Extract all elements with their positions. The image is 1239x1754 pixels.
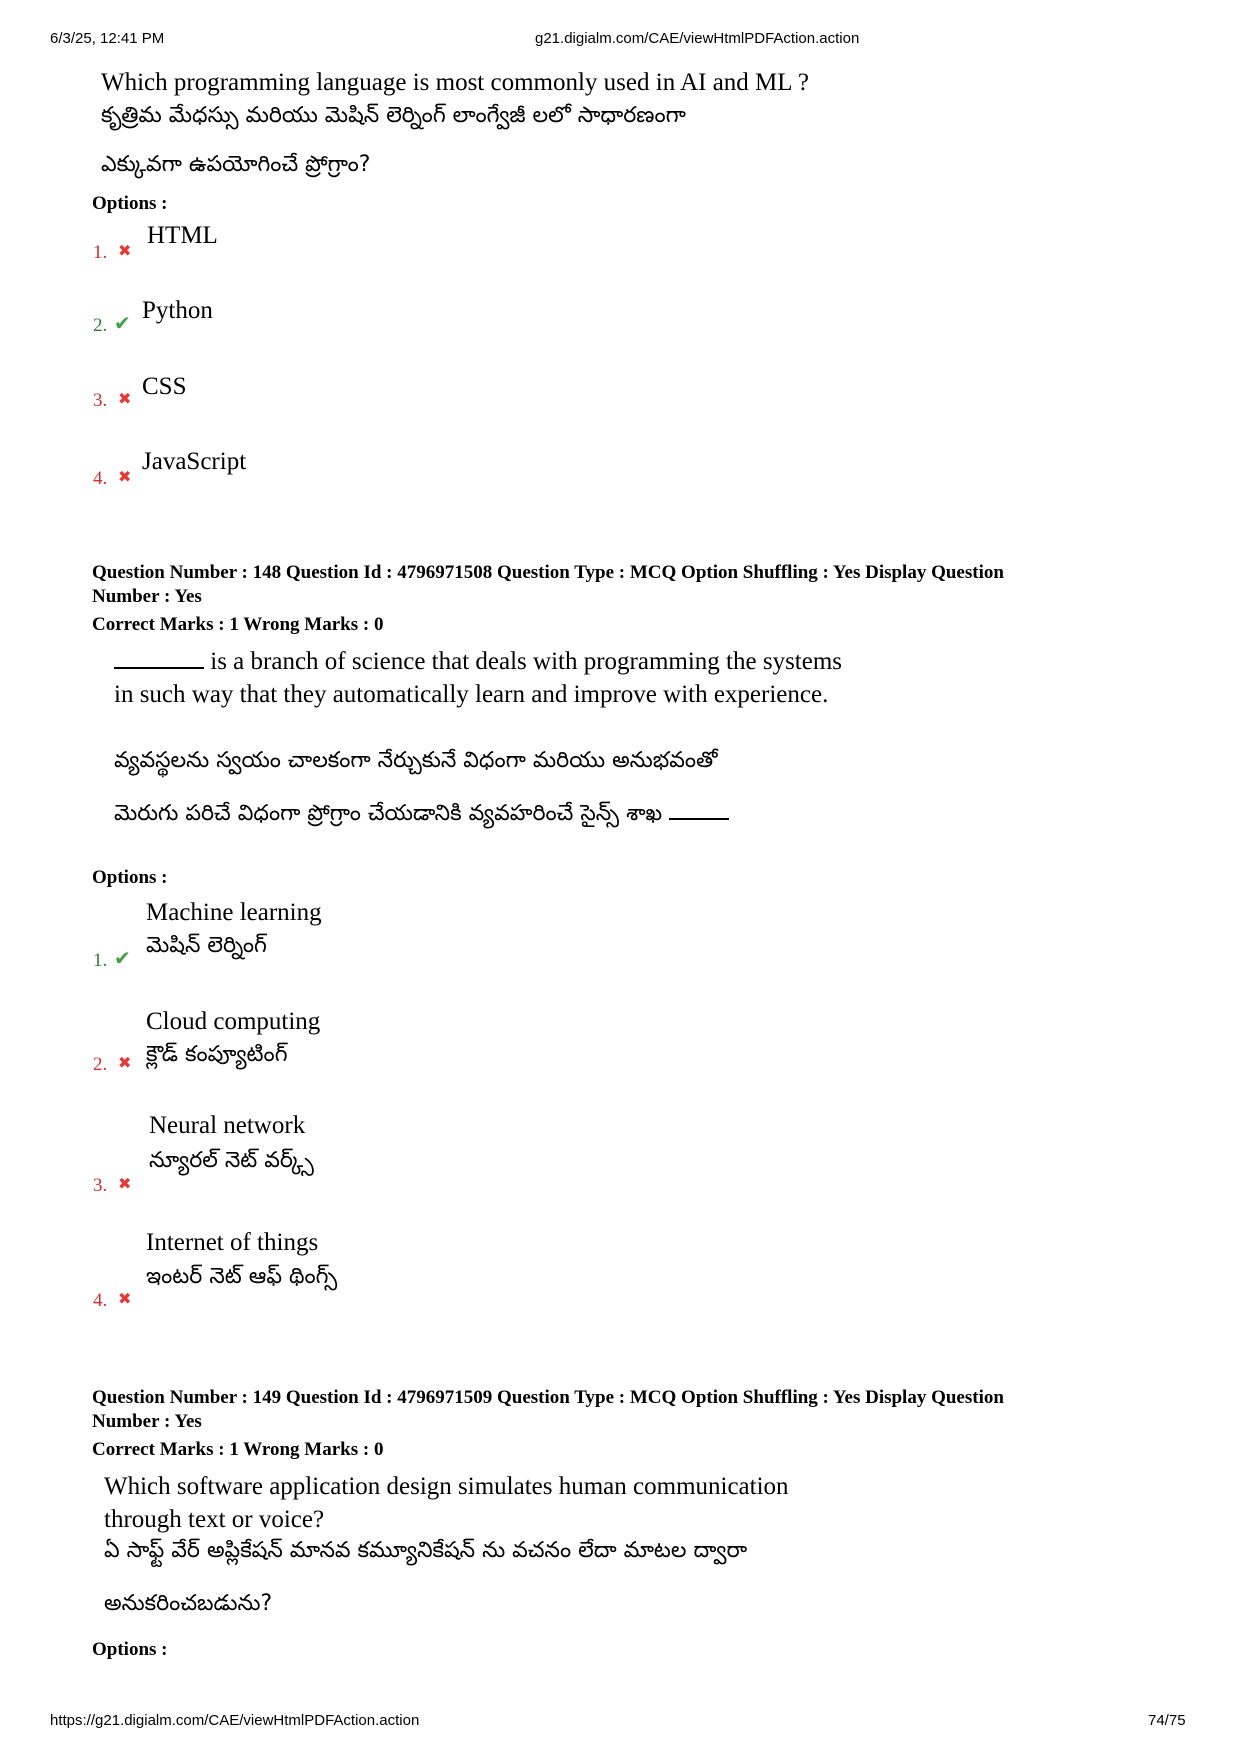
option-text-en: Neural network (149, 1112, 306, 1139)
option-number: 3. (93, 390, 108, 411)
cross-icon: ✖ (118, 1174, 132, 1193)
q147-options-label: Options : (92, 193, 168, 214)
blank-line (669, 798, 729, 820)
q149-text-te-1: ఏ సాఫ్ట్ వేర్ అప్లికేషన్ మానవ కమ్యూనికేషన్ ను వచనం లేదా మాటల ద్వారా (104, 1538, 748, 1563)
option-text: Python (142, 297, 213, 324)
q148-meta-line2: Number : Yes (92, 586, 202, 607)
check-icon: ✔ (114, 946, 131, 970)
print-url: g21.digialm.com/CAE/viewHtmlPDFAction.action (535, 30, 860, 47)
cross-icon: ✖ (118, 389, 132, 408)
q147-text-te-2: ఎక్కువగా ఉపయోగించే ప్రోగ్రాం? (101, 152, 371, 177)
option-text-te: మెషిన్ లెర్నింగ్ (146, 933, 267, 958)
page-number: 74/75 (1148, 1712, 1186, 1729)
cross-icon: ✖ (118, 1053, 132, 1072)
option-text-te: ఇంటర్ నెట్ ఆఫ్ థింగ్స్ (146, 1264, 338, 1289)
option-text-en: Internet of things (146, 1229, 319, 1256)
cross-icon: ✖ (118, 241, 132, 260)
option-text-te: న్యూరల్ నెట్ వర్క్స్ (149, 1148, 314, 1173)
option-text-en: Cloud computing (146, 1008, 321, 1035)
q149-text-te-2: అనుకరించబడును? (104, 1591, 273, 1616)
option-number: 2. (93, 315, 108, 336)
q149-marks: Correct Marks : 1 Wrong Marks : 0 (92, 1439, 384, 1460)
option-number: 1. (93, 242, 108, 263)
q148-options-label: Options : (92, 867, 168, 888)
check-icon: ✔ (114, 311, 131, 335)
q147-text-en: Which programming language is most commonly used in AI and ML ? (101, 69, 809, 96)
option-number: 4. (93, 468, 108, 489)
q148-text-te-1: వ్యవస్థలను స్వయం చాలకంగా నేర్చుకునే విధంగా మరియు అనుభవంతో (114, 748, 718, 773)
q148-text-en-1 (114, 645, 842, 678)
option-text: CSS (142, 373, 187, 400)
q148-text-te-2-body: మెరుగు పరిచే విధంగా ప్రోగ్రాం చేయడానికి వ్యవహరించే సైన్స్ శాఖ (114, 801, 663, 826)
q147-text-te-1: కృత్రిమ మేధస్సు మరియు మెషిన్ లెర్నింగ్ లాంగ్వేజీ లలో సాధారణంగా (101, 103, 686, 128)
option-text-en: Machine learning (146, 899, 322, 926)
q148-text-te-2 (114, 798, 729, 829)
q149-meta-line2: Number : Yes (92, 1411, 202, 1432)
cross-icon: ✖ (118, 1289, 132, 1308)
option-text: HTML (147, 222, 218, 249)
q149-options-label: Options : (92, 1639, 168, 1660)
print-datetime: 6/3/25, 12:41 PM (50, 30, 165, 47)
option-text-te: క్లౌడ్ కంప్యూటింగ్ (146, 1042, 288, 1067)
option-number: 3. (93, 1175, 108, 1196)
option-number: 2. (93, 1054, 108, 1075)
q148-meta-line1: Question Number : 148 Question Id : 4796971508 Question Type : MCQ Option Shuffling : Yes Display Question (92, 562, 1004, 583)
q149-meta-line1: Question Number : 149 Question Id : 4796971509 Question Type : MCQ Option Shuffling : Yes Display Question (92, 1387, 1004, 1408)
option-number: 1. (93, 950, 108, 971)
q148-marks: Correct Marks : 1 Wrong Marks : 0 (92, 614, 384, 635)
q149-text-en-2: through text or voice? (104, 1506, 325, 1533)
footer-url: https://g21.digialm.com/CAE/viewHtmlPDFAction.action (50, 1712, 420, 1729)
option-text: JavaScript (142, 448, 247, 475)
q148-text-en-1-body: is a branch of science that deals with programming the systems (210, 648, 843, 675)
blank-line (114, 645, 204, 669)
option-number: 4. (93, 1290, 108, 1311)
q148-text-en-2: in such way that they automatically learn and improve with experience. (114, 681, 829, 708)
cross-icon: ✖ (118, 467, 132, 486)
q149-text-en-1: Which software application design simulates human communication (104, 1473, 789, 1500)
